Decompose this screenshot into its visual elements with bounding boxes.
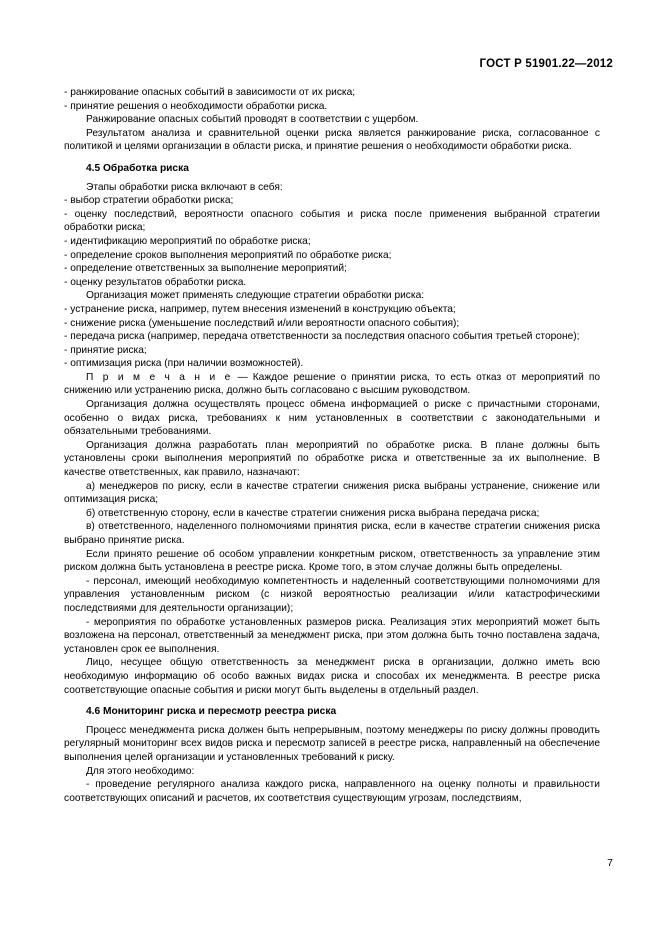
list-item: - идентификацию мероприятий по обработке риска; (64, 235, 311, 247)
list-item: - оптимизация риска (при наличии возможностей). (64, 358, 304, 370)
page-header: ГОСТ Р 51901.22—2012 (479, 58, 613, 70)
paragraph: Организация должна осуществлять процесс обмена информацией о риске с причастными сторонами, особенно о видах риска, требованиях к ним установленных в соответствии с законодательными и обязательными требованиями. (64, 399, 600, 438)
list-item: - снижение риска (уменьшение последствий и/или вероятности опасного события); (64, 317, 460, 329)
page-number: 7 (607, 857, 613, 869)
list-item: - выбор стратегии обработки риска; (64, 195, 234, 207)
list-item: - оценку последствий, вероятности опасного события и риска после применения выбранной стратегии обработки риска; (64, 208, 600, 234)
paragraph: - персонал, имеющий необходимую компетентность и наделенный соответствующими полномочиями для управления установленным риском (с низкой вероятностью реализации и/или катастрофическими последствиями для деятельности организации); (64, 575, 600, 614)
paragraph: Для этого необходимо: (86, 765, 195, 777)
paragraph: Процесс менеджмента риска должен быть непрерывным, поэтому менеджеры по риску должны проводить регулярный мониторинг всех видов риска и пересмотр записей в реестре риска, направленный на обеспечение выполнения целей организации и установленных требований к риску. (64, 724, 600, 763)
paragraph: Организация должна разработать план мероприятий по обработке риска. В плане должны быть установлены сроки выполнения мероприятий по обработке риска и ответственные за их выполнение. В качестве ответственных, как правило, назначают: (64, 439, 600, 479)
paragraph: Ранжирование опасных событий проводят в соответствии с ущербом. (86, 114, 419, 126)
paragraph: а) менеджеров по риску, если в качестве стратегии снижения риска выбраны устранение, снижение или оптимизация риска; (64, 480, 600, 506)
note-label: П р и м е ч а н и е (86, 371, 233, 383)
list-item: - оценку результатов обработки риска. (64, 276, 247, 288)
paragraph: б) ответственную сторону, если в качестве стратегии снижения риска выбрана передача риска; (86, 507, 540, 519)
paragraph: - мероприятия по обработке установленных размеров риска. Реализация этих мероприятий может быть возложена на персонал, ответственный за менеджмент риска, при этом должна быть точно поставлена задача, установлен срок ее выполнения. (64, 616, 600, 655)
list-item: - принятие риска; (64, 344, 147, 356)
paragraph: в) ответственного, наделенного полномочиями принятия риска, если в качестве стратегии снижения риска выбрано принятие риска. (64, 521, 600, 546)
list-item: - принятие решения о необходимости обработки риска. (64, 100, 328, 112)
paragraph: Этапы обработки риска включают в себя: (86, 181, 283, 193)
paragraph: - проведение регулярного анализа каждого риска, направленного на оценку полноты и правильности соответствующих описаний и расчетов, их соответствия существующим угрозам, последствиям, (64, 779, 600, 804)
list-item: - передача риска (например, передача ответственности за последствия опасного события третьей стороне); (64, 331, 580, 343)
note-paragraph (64, 371, 600, 398)
section-heading: 4.5 Обработка риска (86, 162, 189, 174)
section-heading: 4.6 Мониторинг риска и пересмотр реестра риска (86, 706, 337, 718)
list-item: - ранжирование опасных событий в зависимости от их риска; (64, 87, 356, 98)
document-body (64, 86, 600, 805)
paragraph: Результатом анализа и сравнительной оценки риска является ранжирование риска, согласованное с политикой и целями организации в области риска, и принятие решения о необходимости обработки риска. (64, 127, 600, 153)
list-item: - устранение риска, например, путем внесения изменений в конструкцию объекта; (64, 303, 456, 315)
paragraph: Лицо, несущее общую ответственность за менеджмент риска в организации, должно иметь всю необходимую информацию об особо важных видах риска и способах их менеджмента. В реестре риска соответствующие опасные события и риски могут быть выделены в отдельный раздел. (64, 657, 600, 696)
paragraph: Организация может применять следующие стратегии обработки риска: (86, 290, 425, 302)
note-text: — Каждое решение о принятии риска, то есть отказ от мероприятий по снижению или устранению риска, должно быть согласовано с высшим руководством. (64, 371, 600, 397)
paragraph: Если принято решение об особом управлении конкретным риском, ответственность за управление этим риском должна быть установлена в реестре риска. Кроме того, в этом случае должны быть определены. (64, 548, 600, 574)
list-item: - определение сроков выполнения мероприятий по обработке риска; (64, 249, 392, 261)
list-item: - определение ответственных за выполнение мероприятий; (64, 263, 347, 275)
